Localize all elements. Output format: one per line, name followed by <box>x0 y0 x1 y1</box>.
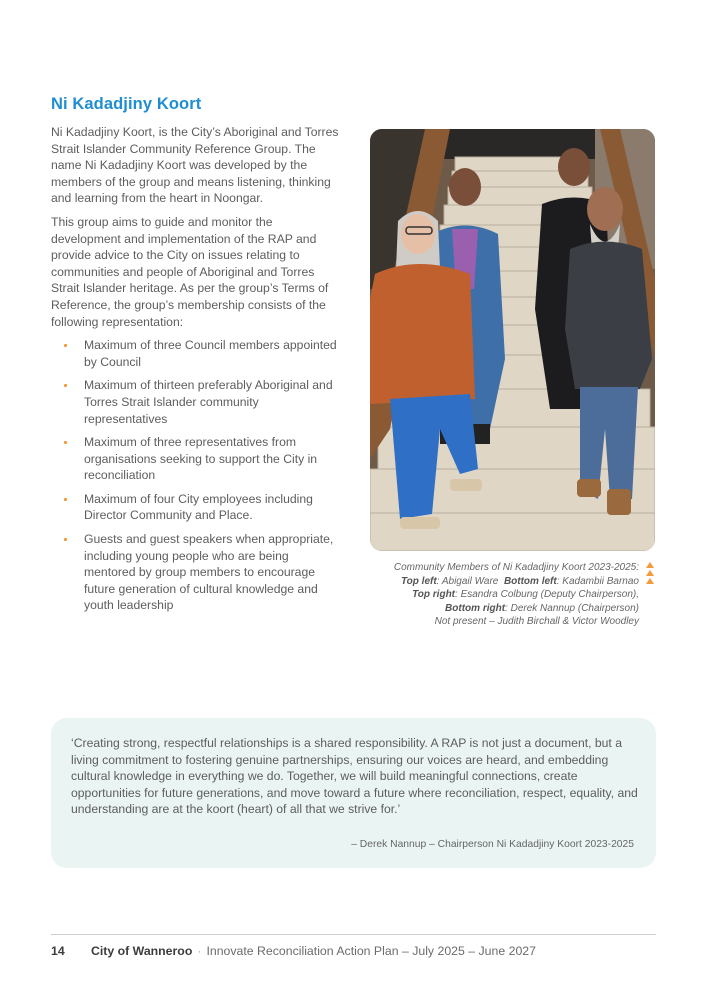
quote-attribution: – Derek Nannup – Chairperson Ni Kadadjiny Koort 2023-2025 <box>351 839 634 850</box>
footer-divider <box>51 934 656 935</box>
page-number: 14 <box>51 944 65 958</box>
list-item: Maximum of three Council members appointed by Council <box>51 337 341 370</box>
page-footer <box>51 944 536 958</box>
triangle-icon <box>646 562 654 568</box>
bullet-icon <box>64 538 67 541</box>
caption-top-right: Top right: Esandra Colbung (Deputy Chairperson), <box>412 589 639 601</box>
list-item: Maximum of four City employees including Director Community and Place. <box>51 491 341 524</box>
document-title: Innovate Reconciliation Action Plan – July 2025 – June 2027 <box>206 944 536 958</box>
decorative-triangles <box>645 562 657 586</box>
group-photo <box>370 129 655 551</box>
bullet-icon <box>64 498 67 501</box>
list-item: Maximum of thirteen preferably Aboriginal and Torres Strait Islander community representatives <box>51 377 341 427</box>
list-item: Maximum of three representatives from organisations seeking to support the City in reconciliation <box>51 434 341 484</box>
group-photo-illustration <box>370 129 655 551</box>
bullet-icon <box>64 344 67 347</box>
list-item: Guests and guest speakers when appropriate, including young people who are being mentored by group members to encourage future generation of cultural knowledge and youth leadership <box>51 531 341 614</box>
caption-title: Community Members of Ni Kadadjiny Koort 2023-2025: <box>393 562 639 573</box>
caption-left-names: Top left: Abigail Ware Bottom left: Kadambii Barnao <box>400 575 639 587</box>
bullet-icon <box>64 441 67 444</box>
section-heading: Ni Kadadjiny Koort <box>51 95 202 113</box>
purpose-paragraph: This group aims to guide and monitor the development and implementation of the RAP and provide advice to the City on issues relating to communities and people of Aboriginal and Torres Strait Islander heritage. As per the group’s Terms of Reference, the group’s membership consists of the following representation: <box>51 214 329 329</box>
body-text-column <box>51 124 341 621</box>
membership-list <box>51 337 341 614</box>
triangle-icon <box>646 570 654 576</box>
footer-separator: · <box>197 944 202 958</box>
caption-not-present: Not present – Judith Birchall & Victor Woodley <box>434 616 639 628</box>
photo-caption <box>362 561 639 629</box>
quote-text: ‘Creating strong, respectful relationships is a shared responsibility. A RAP is not just a document, but a living commitment to fostering genuine partnerships, ensuring our voices are heard, and embedding cultural knowledge in everything we do. Together, we will build meaningful connections, create opportunities for future generations, and move toward a future where reconciliation, respect, equality, and understanding are at the koort (heart) of all that we strive for.’ <box>71 736 638 817</box>
intro-paragraph: Ni Kadadjiny Koort, is the City’s Aboriginal and Torres Strait Islander Community Reference Group. The name Ni Kadadjiny Koort was developed by the members of the group and means listening, thinking and learning from the heart in Noongar. <box>51 125 339 206</box>
organisation-name: City of Wanneroo <box>91 944 193 958</box>
triangle-icon <box>646 578 654 584</box>
caption-bottom-right: Bottom right: Derek Nannup (Chairperson) <box>445 602 639 614</box>
quote-box <box>51 718 656 868</box>
bullet-icon <box>64 384 67 387</box>
